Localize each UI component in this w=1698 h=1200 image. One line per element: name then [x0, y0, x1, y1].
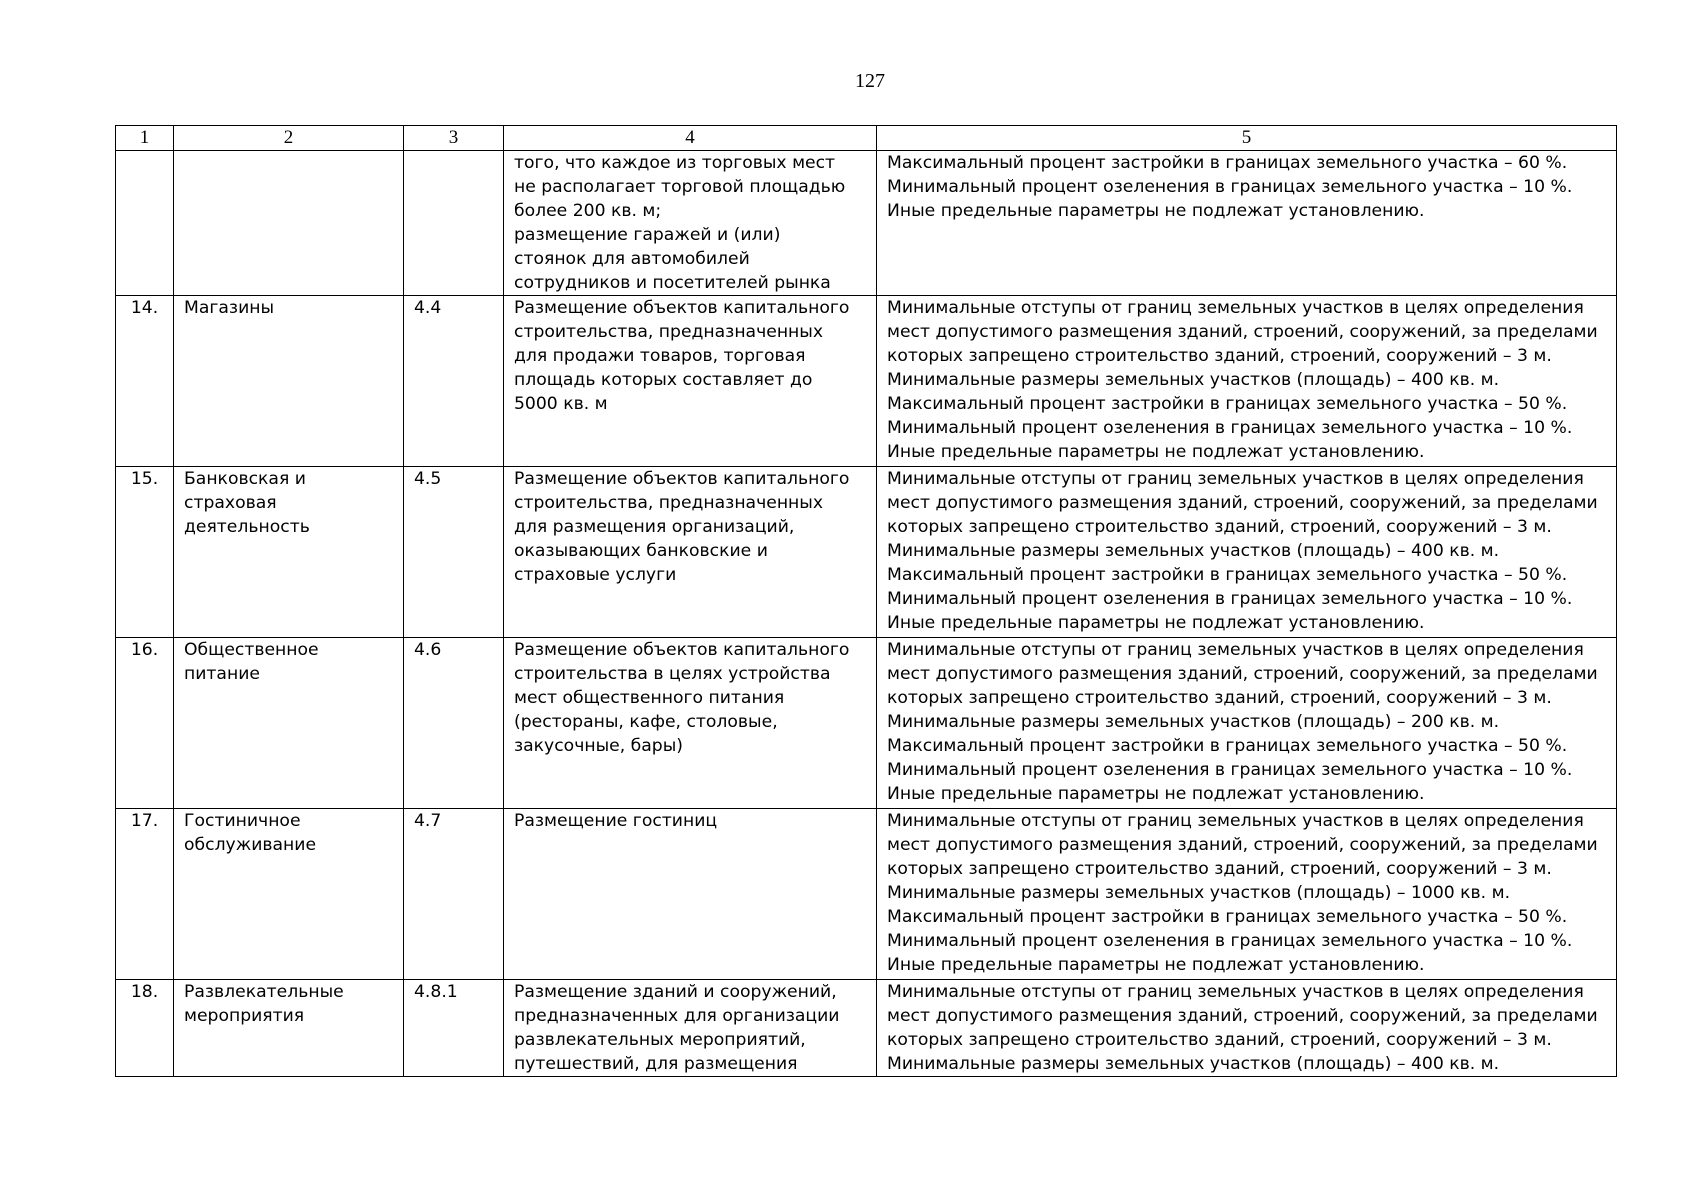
use-type-description [504, 151, 877, 296]
use-type-description [504, 809, 877, 980]
parameter-line: которых запрещено строительство зданий, строений, сооружений – 3 м. [887, 346, 1552, 366]
parameter-line: Максимальный процент застройки в границах земельного участка – 50 %. [887, 565, 1568, 585]
description-line: более 200 кв. м; [514, 201, 662, 221]
parameter-line: Иные предельные параметры не подлежат установлению. [887, 955, 1425, 975]
parameter-line: которых запрещено строительство зданий, строений, сооружений – 3 м. [887, 1030, 1552, 1050]
description-line: не располагает торговой площадью [514, 177, 846, 197]
description-line: строительства, предназначенных [514, 493, 824, 513]
use-type-name [174, 296, 404, 467]
description-line: Размещение объектов капитального [514, 298, 850, 318]
use-type-code [404, 151, 504, 296]
parameter-line: Минимальный процент озеленения в границах земельного участка – 10 %. [887, 589, 1573, 609]
limit-parameters [877, 809, 1617, 980]
parameter-line: Максимальный процент застройки в границах земельного участка – 50 %. [887, 736, 1568, 756]
parameter-line: Минимальные отступы от границ земельных участков в целях определения [887, 982, 1584, 1002]
parameter-line: Иные предельные параметры не подлежат установлению. [887, 784, 1425, 804]
use-type-code: 4.8.1 [404, 980, 504, 1077]
parameter-line: Максимальный процент застройки в границах земельного участка – 60 %. [887, 153, 1568, 173]
table-row [116, 638, 1617, 809]
parameter-line: Минимальные отступы от границ земельных участков в целях определения [887, 298, 1584, 318]
parameter-line: которых запрещено строительство зданий, строений, сооружений – 3 м. [887, 688, 1552, 708]
table-row [116, 809, 1617, 980]
parameter-line: Минимальные размеры земельных участков (площадь) – 400 кв. м. [887, 1054, 1500, 1074]
use-type-name-line: Общественное [184, 640, 319, 660]
description-line: площадь которых составляет до [514, 370, 813, 390]
description-line: 5000 кв. м [514, 394, 608, 414]
use-type-name [174, 151, 404, 296]
parameter-line: Минимальные размеры земельных участков (площадь) – 200 кв. м. [887, 712, 1500, 732]
description-line: строительства в целях устройства [514, 664, 831, 684]
parameter-line: Минимальные отступы от границ земельных участков в целях определения [887, 640, 1584, 660]
description-line: Размещение объектов капитального [514, 640, 850, 660]
limit-parameters [877, 296, 1617, 467]
use-type-code: 4.6 [404, 638, 504, 809]
description-line: размещение гаражей и (или) [514, 225, 781, 245]
header-row [116, 126, 1617, 151]
use-type-code: 4.7 [404, 809, 504, 980]
parameter-line: Минимальный процент озеленения в границах земельного участка – 10 %. [887, 931, 1573, 951]
parameter-line: мест допустимого размещения зданий, строений, сооружений, за пределами [887, 835, 1598, 855]
use-type-name-line: питание [184, 664, 260, 684]
parameter-line: мест допустимого размещения зданий, строений, сооружений, за пределами [887, 322, 1598, 342]
description-line: строительства, предназначенных [514, 322, 824, 342]
description-line: развлекательных мероприятий, [514, 1030, 806, 1050]
description-line: предназначенных для организации [514, 1006, 840, 1026]
use-type-name [174, 809, 404, 980]
use-type-name-line: Банковская и [184, 469, 306, 489]
row-number [116, 151, 174, 296]
limit-parameters [877, 467, 1617, 638]
description-line: путешествий, для размещения [514, 1054, 798, 1074]
row-number: 15. [116, 467, 174, 638]
row-number: 18. [116, 980, 174, 1077]
row-number: 17. [116, 809, 174, 980]
zoning-table [115, 125, 1617, 1077]
parameter-line: Минимальные размеры земельных участков (площадь) – 400 кв. м. [887, 541, 1500, 561]
use-type-description [504, 296, 877, 467]
table-body [116, 151, 1617, 1077]
table-row [116, 980, 1617, 1077]
description-line: мест общественного питания [514, 688, 785, 708]
use-type-name-line: страховая [184, 493, 277, 513]
use-type-name [174, 638, 404, 809]
use-type-code: 4.4 [404, 296, 504, 467]
limit-parameters [877, 638, 1617, 809]
column-header-5: 5 [877, 126, 1617, 151]
parameter-line: Максимальный процент застройки в границах земельного участка – 50 %. [887, 394, 1568, 414]
parameter-line: Минимальный процент озеленения в границах земельного участка – 10 %. [887, 177, 1573, 197]
description-line: (рестораны, кафе, столовые, [514, 712, 778, 732]
parameter-line: мест допустимого размещения зданий, строений, сооружений, за пределами [887, 493, 1598, 513]
use-type-description [504, 638, 877, 809]
row-number: 14. [116, 296, 174, 467]
column-header-1: 1 [116, 126, 174, 151]
parameter-line: мест допустимого размещения зданий, строений, сооружений, за пределами [887, 1006, 1598, 1026]
description-line: для продажи товаров, торговая [514, 346, 806, 366]
description-line: страховые услуги [514, 565, 677, 585]
description-line: закусочные, бары) [514, 736, 683, 756]
limit-parameters [877, 151, 1617, 296]
description-line: сотрудников и посетителей рынка [514, 273, 831, 293]
column-header-3: 3 [404, 126, 504, 151]
parameter-line: Иные предельные параметры не подлежат установлению. [887, 201, 1425, 221]
parameter-line: которых запрещено строительство зданий, строений, сооружений – 3 м. [887, 517, 1552, 537]
limit-parameters [877, 980, 1617, 1077]
parameter-line: Минимальный процент озеленения в границах земельного участка – 10 %. [887, 418, 1573, 438]
parameter-line: Минимальные размеры земельных участков (площадь) – 400 кв. м. [887, 370, 1500, 390]
row-number: 16. [116, 638, 174, 809]
parameter-line: мест допустимого размещения зданий, строений, сооружений, за пределами [887, 664, 1598, 684]
description-line: Размещение объектов капитального [514, 469, 850, 489]
description-line: того, что каждое из торговых мест [514, 153, 836, 173]
use-type-name-line: деятельность [184, 517, 310, 537]
parameter-line: Минимальные размеры земельных участков (площадь) – 1000 кв. м. [887, 883, 1511, 903]
use-type-name-line: Магазины [184, 298, 275, 318]
table-row [116, 467, 1617, 638]
parameter-line: Иные предельные параметры не подлежат установлению. [887, 442, 1425, 462]
description-line: для размещения организаций, [514, 517, 795, 537]
column-header-4: 4 [504, 126, 877, 151]
use-type-name-line: Развлекательные [184, 982, 344, 1002]
parameter-line: Минимальные отступы от границ земельных участков в целях определения [887, 469, 1584, 489]
description-line: Размещение зданий и сооружений, [514, 982, 837, 1002]
column-header-2: 2 [174, 126, 404, 151]
page-number: 127 [855, 70, 885, 92]
description-line: Размещение гостиниц [514, 811, 718, 831]
use-type-name [174, 980, 404, 1077]
table-row [116, 296, 1617, 467]
use-type-name-line: Гостиничное [184, 811, 301, 831]
use-type-name-line: мероприятия [184, 1006, 305, 1026]
use-type-name [174, 467, 404, 638]
use-type-description [504, 980, 877, 1077]
table-row [116, 151, 1617, 296]
use-type-name-line: обслуживание [184, 835, 317, 855]
parameter-line: Максимальный процент застройки в границах земельного участка – 50 %. [887, 907, 1568, 927]
parameter-line: Иные предельные параметры не подлежат установлению. [887, 613, 1425, 633]
parameter-line: которых запрещено строительство зданий, строений, сооружений – 3 м. [887, 859, 1552, 879]
parameter-line: Минимальный процент озеленения в границах земельного участка – 10 %. [887, 760, 1573, 780]
use-type-description [504, 467, 877, 638]
description-line: оказывающих банковские и [514, 541, 768, 561]
parameter-line: Минимальные отступы от границ земельных участков в целях определения [887, 811, 1584, 831]
use-type-code: 4.5 [404, 467, 504, 638]
description-line: стоянок для автомобилей [514, 249, 750, 269]
